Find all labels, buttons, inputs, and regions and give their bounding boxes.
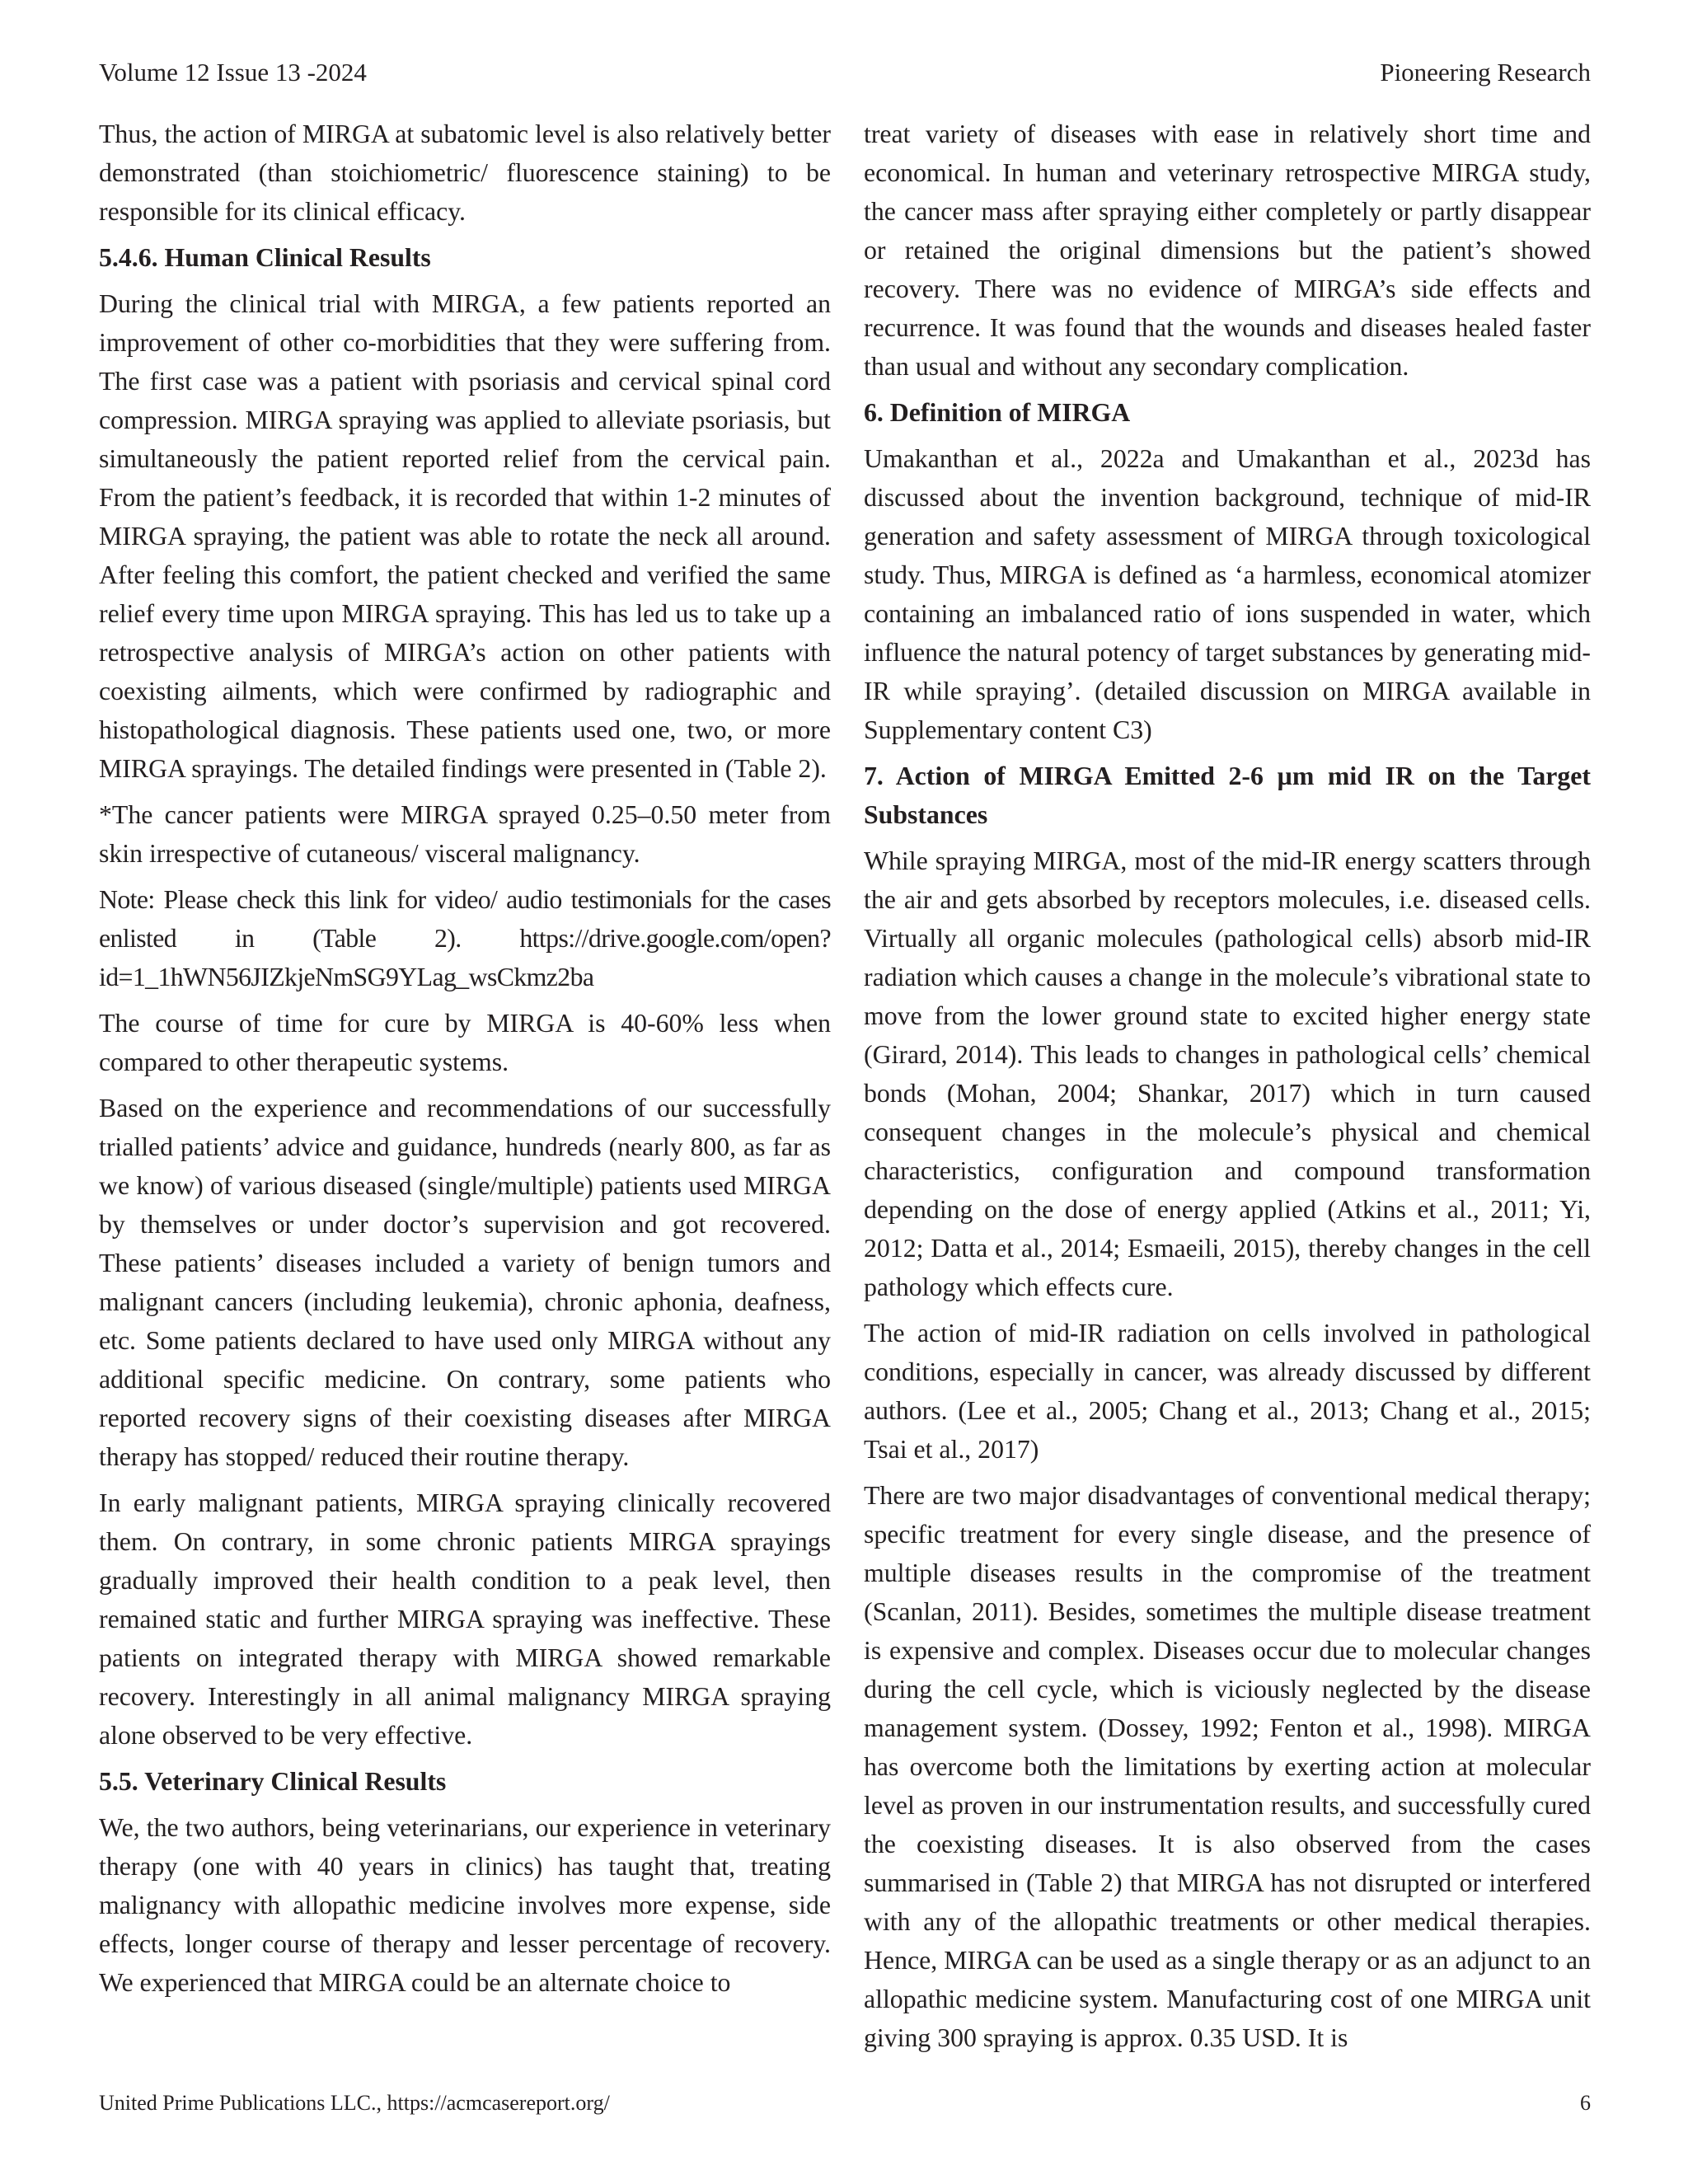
section-heading-5-5: 5.5. Veterinary Clinical Results [99, 1767, 447, 1796]
paragraph: The course of time for cure by MIRGA is 40-60% less when compared to other therapeutic systems. [99, 1009, 831, 1076]
testimonial-link-note: Note: Please check this link for video/ audio testimonials for the cases enlisted in (Table 2). https://drive.google.com/open?id=1_1hWN56JIZkjeNmSG9YLag_wsCkmz2ba [99, 885, 831, 991]
paragraph: *The cancer patients were MIRGA sprayed 0.25–0.50 meter from skin irrespective of cutaneous/ visceral malignancy. [99, 800, 831, 868]
paragraph: There are two major disadvantages of conventional medical therapy; specific treatment for every single disease, and the presence of multiple diseases results in the compromise of the treatment (Scanlan, 2011). Besides, sometimes the multiple disease treatment is expensive and complex. Diseases occur due to molecular changes during the cell cycle, which is viciously neglected by the disease management system. (Dossey, 1992; Fenton et al., 1998). MIRGA has overcome both the limitations by exerting action at molecular level as proven in our instrumentation results, and successfully cured the coexisting diseases. It is also observed from the cases summarised in (Table 2) that MIRGA has not disrupted or interfered with any of the allopathic treatments or other medical therapies. Hence, MIRGA can be used as a single therapy or as an adjunct to an allopathic medicine system. Manufacturing cost of one MIRGA unit giving 300 spraying is approx. 0.35 USD. It is [864, 1481, 1591, 2052]
paragraph: In early malignant patients, MIRGA spraying clinically recovered them. On contrary, in some chronic patients MIRGA sprayings gradually improved their health condition to a peak level, then remained static and further MIRGA spraying was ineffective. These patients on integrated therapy with MIRGA showed remarkable recovery. Interestingly in all animal malignancy MIRGA spraying alone observed to be very effective. [99, 1488, 831, 1750]
paragraph: treat variety of diseases with ease in relatively short time and economical. In human and veterinary retrospective MIRGA study, the cancer mass after spraying either completely or partly disappear or retained the original dimensions but the patient’s showed recovery. There was no evidence of MIRGA’s side effects and recurrence. It was found that the wounds and diseases healed faster than usual and without any secondary complication. [864, 120, 1591, 381]
section-heading-7: 7. Action of MIRGA Emitted 2-6 µm mid IR on the Target Substances [864, 762, 1591, 829]
paragraph: Umakanthan et al., 2022a and Umakanthan et al., 2023d has discussed about the invention background, technique of mid-IR generation and safety assessment of MIRGA through toxicological study. Thus, MIRGA is defined as ‘a harmless, economical atomizer containing an imbalanced ratio of ions suspended in water, which influence the natural potency of target substances by generating mid-IR while spraying’. (detailed discussion on MIRGA available in Supplementary content C3) [864, 444, 1591, 744]
paragraph: Based on the experience and recommendations of our successfully trialled patients’ advice and guidance, hundreds (nearly 800, as far as we know) of various diseased (single/multiple) patients used MIRGA by themselves or under doctor’s supervision and got recovered. These patients’ diseases included a variety of benign tumors and malignant cancers (including leukemia), chronic aphonia, deafness, etc. Some patients declared to have used only MIRGA without any additional specific medicine. On contrary, some patients who reported recovery signs of their coexisting diseases after MIRGA therapy has stopped/ reduced their routine therapy. [99, 1094, 831, 1471]
section-heading-6: 6. Definition of MIRGA [864, 398, 1131, 427]
page-number: 6 [1580, 2091, 1591, 2115]
left-column [99, 115, 831, 2009]
right-column [864, 115, 1591, 2064]
paragraph: Thus, the action of MIRGA at subatomic level is also relatively better demonstrated (than stoichiometric/ fluorescence staining) to be responsible for its clinical efficacy. [99, 120, 831, 226]
page-header [99, 54, 1591, 91]
publisher-info: United Prime Publications LLC., https://acmcasereport.org/ [99, 2091, 610, 2115]
paragraph: While spraying MIRGA, most of the mid-IR energy scatters through the air and gets absorbed by receptors molecules, i.e. diseased cells. Virtually all organic molecules (pathological cells) absorb mid-IR radiation which causes a change in the molecule’s vibrational state to move from the lower ground state to excited higher energy state (Girard, 2014). This leads to changes in pathological cells’ chemical bonds (Mohan, 2004; Shankar, 2017) which in turn caused consequent changes in the molecule’s physical and chemical characteristics, configuration and compound transformation depending on the dose of energy applied (Atkins et al., 2011; Yi, 2012; Datta et al., 2014; Esmaeili, 2015), thereby changes in the cell pathology which effects cure. [864, 846, 1591, 1301]
section-heading-5-4-6: 5.4.6. Human Clinical Results [99, 243, 431, 272]
volume-issue: Volume 12 Issue 13 -2024 [99, 58, 367, 87]
paragraph: The action of mid-IR radiation on cells involved in pathological conditions, especially in cancer, was already discussed by different authors. (Lee et al., 2005; Chang et al., 2013; Chang et al., 2015; Tsai et al., 2017) [864, 1319, 1591, 1464]
paragraph: During the clinical trial with MIRGA, a few patients reported an improvement of other co-morbidities that they were suffering from. The first case was a patient with psoriasis and cervical spinal cord compression. MIRGA spraying was applied to alleviate psoriasis, but simultaneously the patient reported relief from the cervical pain. From the patient’s feedback, it is recorded that within 1-2 minutes of MIRGA spraying, the patient was able to rotate the neck all around. After feeling this comfort, the patient checked and verified the same relief every time upon MIRGA spraying. This has led us to take up a retrospective analysis of MIRGA’s action on other patients with coexisting ailments, which were confirmed by radiographic and histopathological diagnosis. These patients used one, two, or more MIRGA sprayings. The detailed findings were presented in (Table 2). [99, 289, 831, 783]
page-footer [99, 2087, 1591, 2120]
journal-name: Pioneering Research [1380, 58, 1591, 87]
paragraph: We, the two authors, being veterinarians, our experience in veterinary therapy (one with 40 years in clinics) has taught that, treating malignancy with allopathic medicine involves more expense, side effects, longer course of therapy and lesser percentage of recovery. We experienced that MIRGA could be an alternate choice to [99, 1813, 831, 1997]
